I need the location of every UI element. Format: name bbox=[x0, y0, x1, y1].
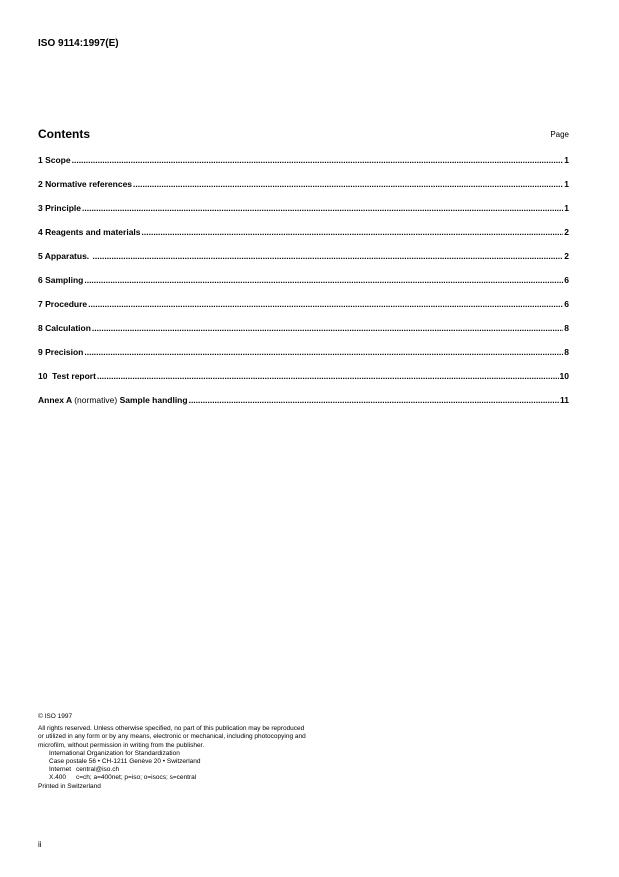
toc-entry-page: 2 bbox=[564, 251, 569, 261]
toc-entry-test-report[interactable] bbox=[38, 371, 569, 395]
x400-address: c=ch; a=400net; p=iso; o=isocs; s=central bbox=[76, 774, 197, 782]
toc-entry-page: 11 bbox=[560, 395, 569, 405]
dot-leader bbox=[72, 155, 564, 165]
toc-entry-page: 8 bbox=[564, 347, 569, 357]
toc-entry-principle[interactable] bbox=[38, 203, 569, 227]
toc-entry-label: 5 Apparatus. bbox=[38, 251, 92, 261]
toc-entry-label: 1 Scope bbox=[38, 155, 71, 165]
dot-leader bbox=[84, 275, 563, 285]
toc-entry-label bbox=[38, 395, 188, 405]
org-name: International Organization for Standardization bbox=[49, 749, 180, 757]
dot-leader bbox=[84, 347, 563, 357]
toc-entry-normative-references[interactable] bbox=[38, 179, 569, 203]
toc-entry-scope[interactable] bbox=[38, 155, 569, 179]
internet-email: central@iso.ch bbox=[76, 766, 120, 774]
toc-entry-apparatus[interactable] bbox=[38, 251, 569, 275]
toc-entry-label: 3 Principle bbox=[38, 203, 81, 213]
dot-leader bbox=[93, 251, 564, 261]
toc-entry-page: 6 bbox=[564, 299, 569, 309]
org-address: Case postale 56 • CH-1211 Genève 20 • Switzerland bbox=[49, 758, 201, 766]
copyright-line: © ISO 1997 bbox=[38, 713, 73, 720]
toc-entry-label: 6 Sampling bbox=[38, 275, 84, 285]
toc-entry-label: 10 Test report bbox=[38, 371, 96, 381]
table-of-contents bbox=[38, 155, 569, 419]
toc-entry-reagents[interactable] bbox=[38, 227, 569, 251]
organization-address bbox=[38, 750, 306, 783]
toc-entry-label: 2 Normative references bbox=[38, 179, 133, 189]
toc-entry-calculation[interactable] bbox=[38, 323, 569, 347]
toc-entry-page: 2 bbox=[564, 227, 569, 237]
dot-leader bbox=[92, 323, 563, 333]
internet-row bbox=[49, 766, 306, 774]
rights-statement bbox=[38, 725, 306, 750]
page-number: ii bbox=[38, 840, 42, 849]
toc-entry-label: 7 Procedure bbox=[38, 299, 88, 309]
toc-entry-procedure[interactable] bbox=[38, 299, 569, 323]
printed-in: Printed in Switzerland bbox=[38, 782, 101, 790]
toc-entry-annex-a[interactable] bbox=[38, 395, 569, 419]
internet-label: Internet bbox=[49, 766, 72, 774]
toc-entry-page: 10 bbox=[559, 371, 569, 381]
toc-entry-label: 8 Calculation bbox=[38, 323, 91, 333]
toc-entry-page: 8 bbox=[564, 323, 569, 333]
dot-leader bbox=[97, 371, 559, 381]
toc-entry-sampling[interactable] bbox=[38, 275, 569, 299]
toc-entry-page: 1 bbox=[564, 203, 569, 213]
annex-title: Sample handling bbox=[119, 395, 188, 405]
rights-line: All rights reserved. Unless otherwise specified, no part of this publication may be reproduced bbox=[38, 725, 305, 733]
toc-entry-label: 4 Reagents and materials bbox=[38, 227, 141, 237]
toc-entry-page: 1 bbox=[564, 179, 569, 189]
dot-leader bbox=[82, 203, 563, 213]
annex-label: Annex A bbox=[38, 395, 75, 405]
rights-line: or utilized in any form or by any means, electronic or mechanical, including photocopying and bbox=[38, 733, 306, 741]
toc-entry-page: 1 bbox=[564, 155, 569, 165]
toc-entry-precision[interactable] bbox=[38, 347, 569, 371]
dot-leader bbox=[88, 299, 563, 309]
dot-leader bbox=[142, 227, 564, 237]
rights-line: microfilm, without permission in writing from the publisher. bbox=[38, 741, 205, 749]
contents-title: Contents bbox=[38, 127, 90, 141]
annex-type: (normative) bbox=[74, 395, 120, 405]
copyright-notice bbox=[38, 713, 306, 791]
dot-leader bbox=[133, 179, 563, 189]
x400-label: X.400 bbox=[49, 774, 66, 782]
dot-leader bbox=[189, 395, 559, 405]
document-id: ISO 9114:1997(E) bbox=[38, 38, 119, 49]
page-column-label: Page bbox=[550, 130, 569, 139]
x400-row bbox=[49, 774, 306, 782]
toc-entry-label: 9 Precision bbox=[38, 347, 84, 357]
toc-entry-page: 6 bbox=[564, 275, 569, 285]
